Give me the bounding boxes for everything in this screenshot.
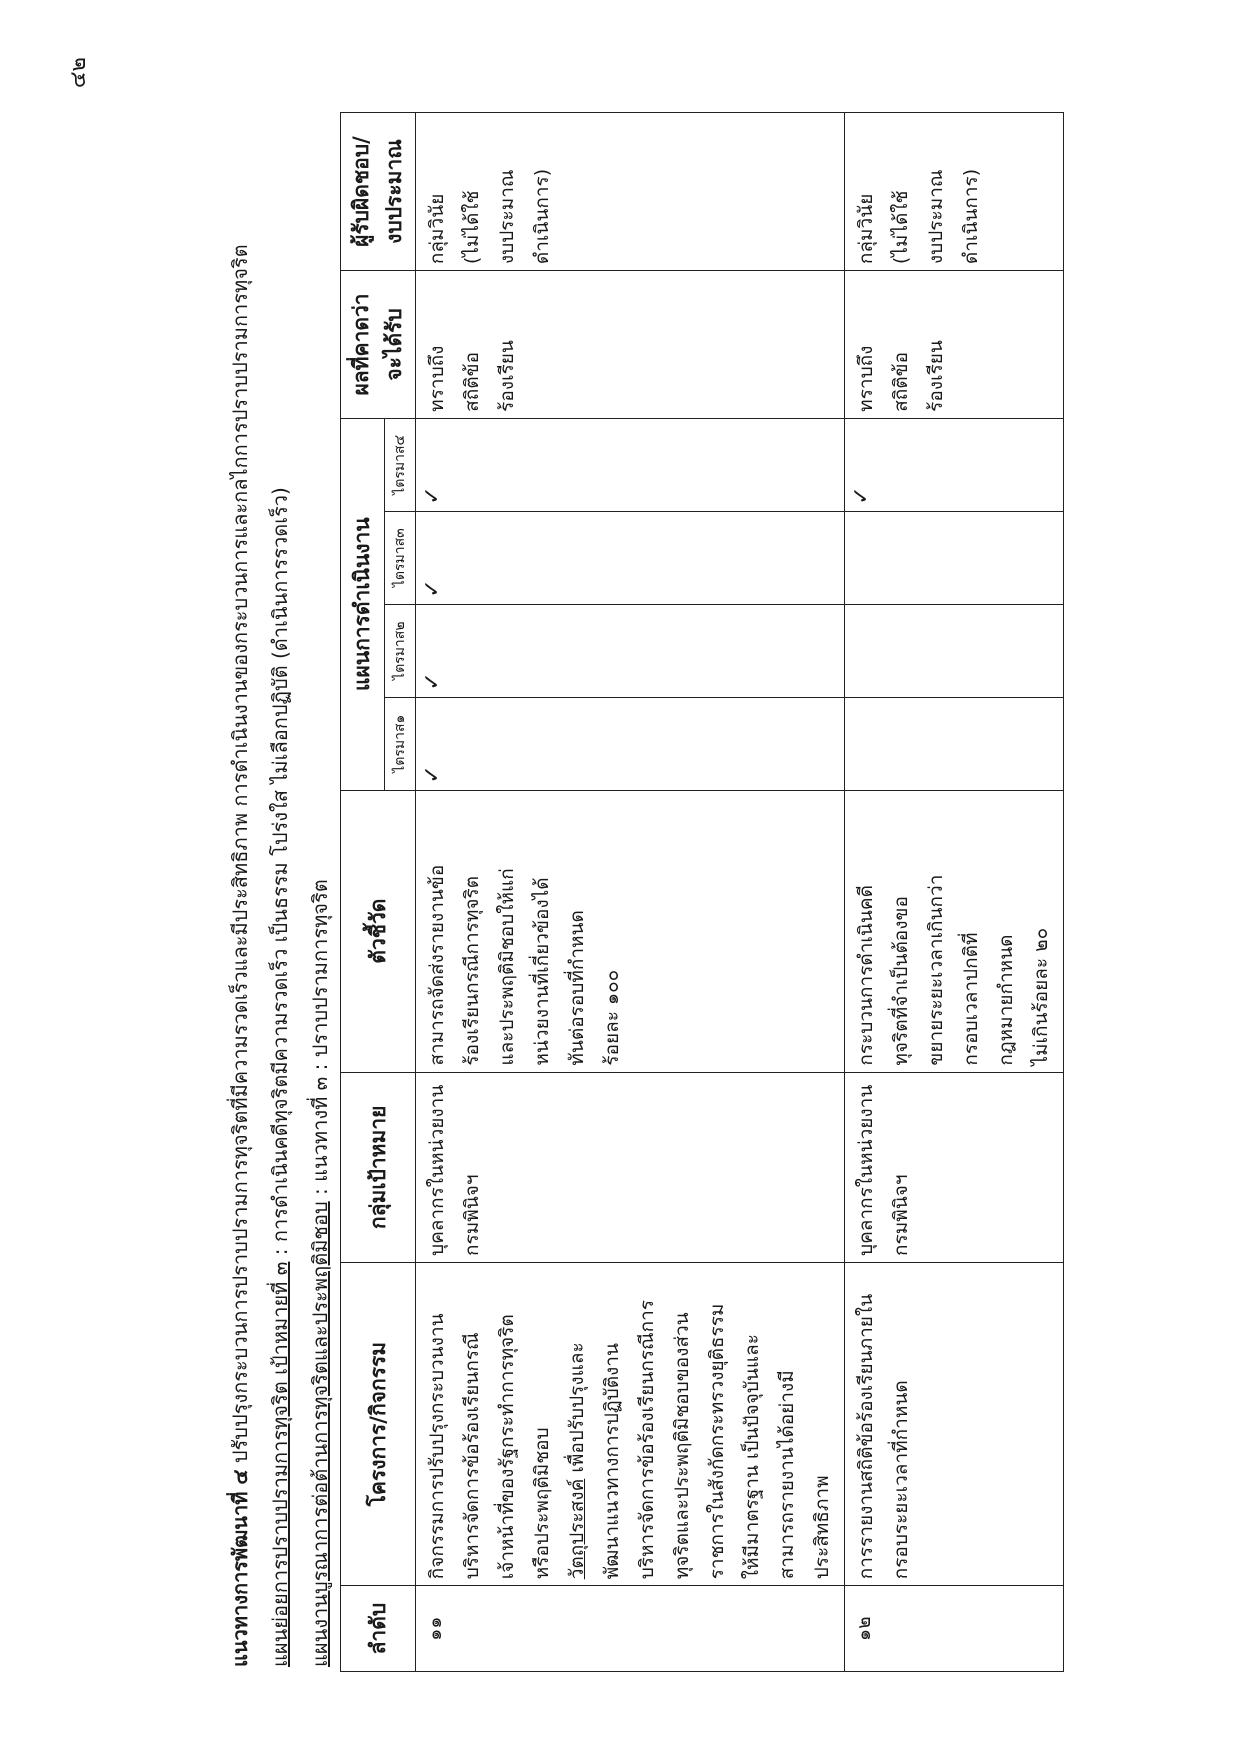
strategy-title: แนวทางการพัฒนาที่ ๔: [228, 1469, 252, 1667]
header-indicator: ตัวชี้วัด: [341, 790, 416, 1072]
table-row: [416, 113, 845, 1672]
header-q2: ไตรมาส๒: [385, 604, 416, 697]
header-line-3: [300, 107, 340, 1667]
header-project: โครงการ/กิจกรรม: [341, 1262, 416, 1585]
q4-check: ✓: [416, 418, 845, 511]
row-number: ๑๑: [416, 1586, 845, 1672]
target-cell: บุคลากรในหน่วยงาน กรมพินิจฯ: [845, 1072, 1064, 1262]
project-cell: การรายงานสถิติข้อร้องเรียนภายใน กรอบระยะเวลาที่กำหนด: [845, 1262, 1064, 1585]
q1-check: [845, 697, 1064, 790]
header-target: กลุ่มเป้าหมาย: [341, 1072, 416, 1262]
sub-plan-label: แผนย่อยการปราบปรามการทุจริต เป้าหมายที่ ๓: [268, 1261, 292, 1667]
q2-check: [845, 604, 1064, 697]
integrated-plan-desc: : แนวทางที่ ๓ : ปราบปรามการทุจริต: [308, 879, 332, 1202]
indicator-cell: กระบวนการดำเนินคดี ทุจริตที่จำเป็นต้องขอ ขยายระยะเวลาเกินกว่า กรอบเวลาปกติที่ กฎหมายกำหนด ไม่เกินร้อยละ ๒๐: [845, 790, 1064, 1072]
q3-check: [845, 511, 1064, 604]
page-number: ๔๒: [66, 57, 91, 89]
header-responsible: ผู้รับผิดชอบ/ งบประมาณ: [341, 113, 416, 271]
header-plan: แผนการดำเนินงาน: [341, 418, 385, 790]
header-expected: ผลที่คาดว่า จะได้รับ: [341, 271, 416, 419]
header-line-2: [260, 107, 300, 1667]
action-plan-table: [340, 112, 1064, 1672]
header-q1: ไตรมาส๑: [385, 697, 416, 790]
project-cell: กิจกรรมการปรับปรุงกระบวนงาน บริหารจัดการข้อร้องเรียนกรณี เจ้าหน้าที่ของรัฐกระทำการทุจริต หรือประพฤติมิชอบ วัตถุประสงค์ เพื่อปรับปรุงและ พัฒนาแนวทางการปฏิบัติงาน บริหารจัดการข้อร้องเรียนกรณีการ ทุจริตและประพฤติมิชอบของส่วน ราชการในสังกัดกระทรวงยุติธรรม ให้มีมาตรฐาน เป็นปัจจุบันและ สามารถรายงานได้อย่างมี ประสิทธิภาพ: [416, 1262, 845, 1585]
responsible-cell: กลุ่มวินัย (ไม่ได้ใช้ งบประมาณ ดำเนินการ): [416, 113, 845, 271]
sub-plan-desc: : การดำเนินคดีทุจริตมีความรวดเร็ว เป็นธรรม โปร่งใส ไม่เลือกปฏิบัติ (ดำเนินการรวดเร็ว): [268, 487, 292, 1262]
q2-check: ✓: [416, 604, 845, 697]
objective-label: วัตถุประสงค์: [566, 1478, 588, 1580]
header-q3: ไตรมาส๓: [385, 511, 416, 604]
expected-cell: ทราบถึง สถิติข้อ ร้องเรียน: [416, 271, 845, 419]
responsible-cell: กลุ่มวินัย (ไม่ได้ใช้ งบประมาณ ดำเนินการ): [845, 113, 1064, 271]
document-page: [60, 57, 1180, 1697]
strategy-desc: ปรับปรุงกระบวนการปราบปรามการทุจริตที่มีความรวดเร็วและมีประสิทธิภาพ การดำเนินงานของกระบวนการและกลไกการปราบปรามการทุจริต: [228, 244, 252, 1470]
q3-check: ✓: [416, 511, 845, 604]
target-cell: บุคลากรในหน่วยงาน กรมพินิจฯ: [416, 1072, 845, 1262]
integrated-plan-label: แผนงานบูรณาการต่อต้านการทุจริตและประพฤติมิชอบ: [308, 1201, 332, 1667]
header-line-1: [220, 107, 260, 1667]
table-row: [845, 113, 1064, 1672]
expected-cell: ทราบถึง สถิติข้อ ร้องเรียน: [845, 271, 1064, 419]
header-no: ลำดับ: [341, 1586, 416, 1672]
q1-check: ✓: [416, 697, 845, 790]
document-header: [220, 107, 340, 1667]
indicator-cell: สามารถจัดส่งรายงานข้อ ร้องเรียนกรณีการทุจริต และประพฤติมิชอบให้แก่ หน่วยงานที่เกี่ยวข้องได้ ทันต่อรอบที่กำหนด ร้อยละ ๑๐๐: [416, 790, 845, 1072]
q4-check: ✓: [845, 418, 1064, 511]
row-number: ๑๒: [845, 1586, 1064, 1672]
header-q4: ไตรมาส๔: [385, 418, 416, 511]
